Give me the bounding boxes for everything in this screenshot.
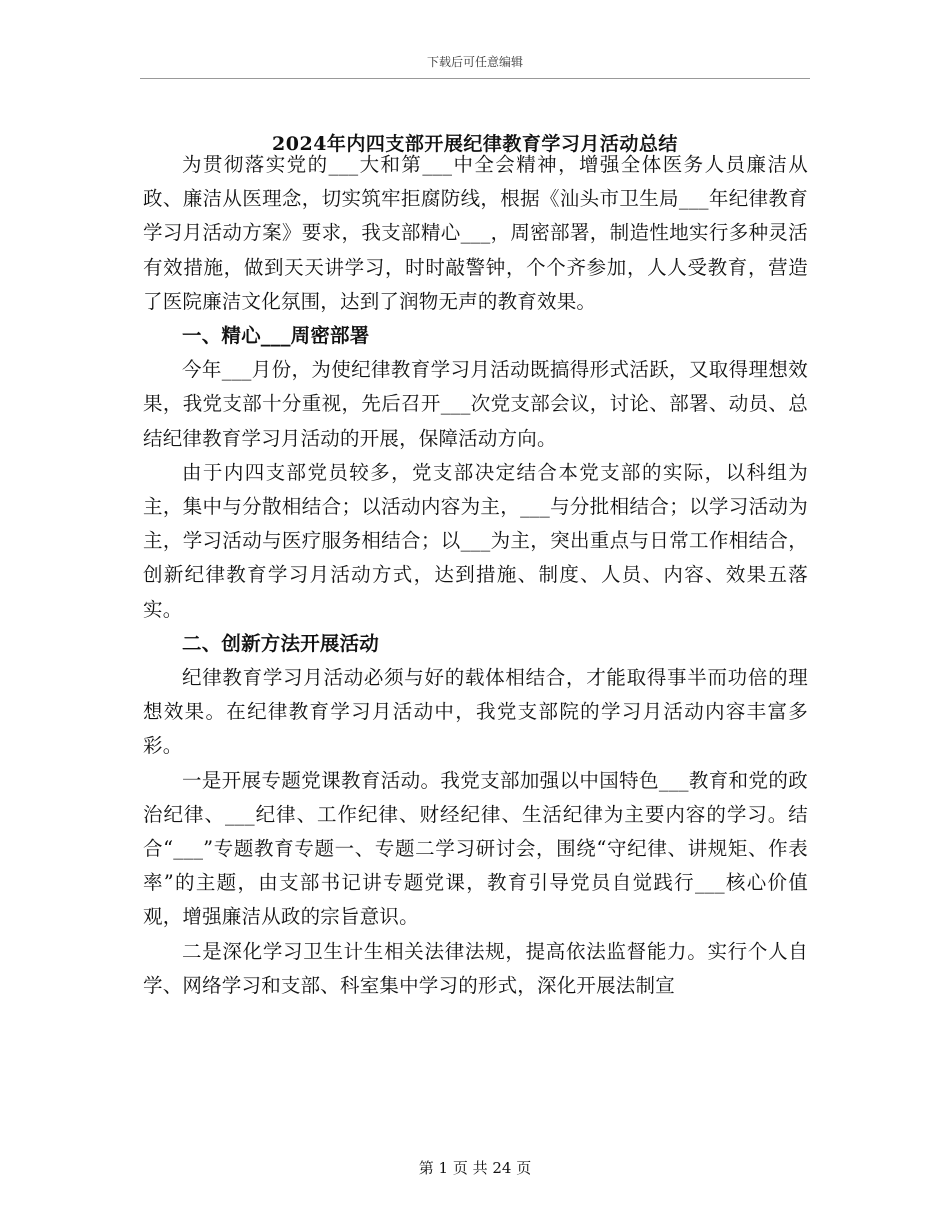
section-2-paragraph-3: 二是深化学习卫生计生相关法律法规，提高依法监督能力。实行个人自学、网络学习和支部、科室集中学习的形式，深化开展法制宣 <box>143 939 808 997</box>
section-2-paragraph-2: 一是开展专题党课教育活动。我党支部加强以中国特色___教育和党的政治纪律、___纪律、工作纪律、财经纪律、生活纪律为主要内容的学习。结合“___”专题教育专题一、专题二学习研讨会，围绕“守纪律、讲规矩、作表率”的主题，由支部书记讲专题党课，教育引导党员自觉践行___核心价值观，增强廉洁从政的宗旨意识。 <box>143 768 808 929</box>
header-divider <box>140 78 810 79</box>
section-2-heading: 二、创新方法开展活动 <box>182 631 380 655</box>
intro-paragraph: 为贯彻落实党的___大和第___中全会精神，增强全体医务人员廉洁从政、廉洁从医理念，切实筑牢拒腐防线，根据《汕头市卫生局___年纪律教育学习月活动方案》要求，我支部精心___，周密部署，制造性地实行多种灵活有效措施，做到天天讲学习，时时敲警钟，个个齐参加，人人受教育，营造了医院廉洁文化氛围，达到了润物无声的教育效果。 <box>143 153 808 313</box>
page-number: 第 1 页 共 24 页 <box>418 1159 532 1177</box>
page-header-note: 下载后可任意编辑 <box>426 55 523 69</box>
section-2-paragraph-1: 纪律教育学习月活动必须与好的载体相结合，才能取得事半而功倍的理想效果。在纪律教育学习月活动中，我党支部院的学习月活动内容丰富多彩。 <box>143 666 808 758</box>
section-1-paragraph-1: 今年___月份，为使纪律教育学习月活动既搞得形式活跃，又取得理想效果，我党支部十分重视，先后召开___次党支部会议，讨论、部署、动员、总结纪律教育学习月活动的开展，保障活动方向。 <box>143 358 808 450</box>
section-1-heading: 一、精心___周密部署 <box>182 324 370 348</box>
document-body <box>143 148 808 1003</box>
document-title: 2024年内四支部开展纪律教育学习月活动总结 <box>272 132 678 155</box>
section-1-paragraph-2: 由于内四支部党员较多，党支部决定结合本党支部的实际，以科组为主，集中与分散相结合；以活动内容为主，___与分批相结合；以学习活动为主，学习活动与医疗服务相结合；以___为主，突出重点与日常工作相结合，创新纪律教育学习月活动方式，达到措施、制度、人员、内容、效果五落实。 <box>143 460 808 621</box>
